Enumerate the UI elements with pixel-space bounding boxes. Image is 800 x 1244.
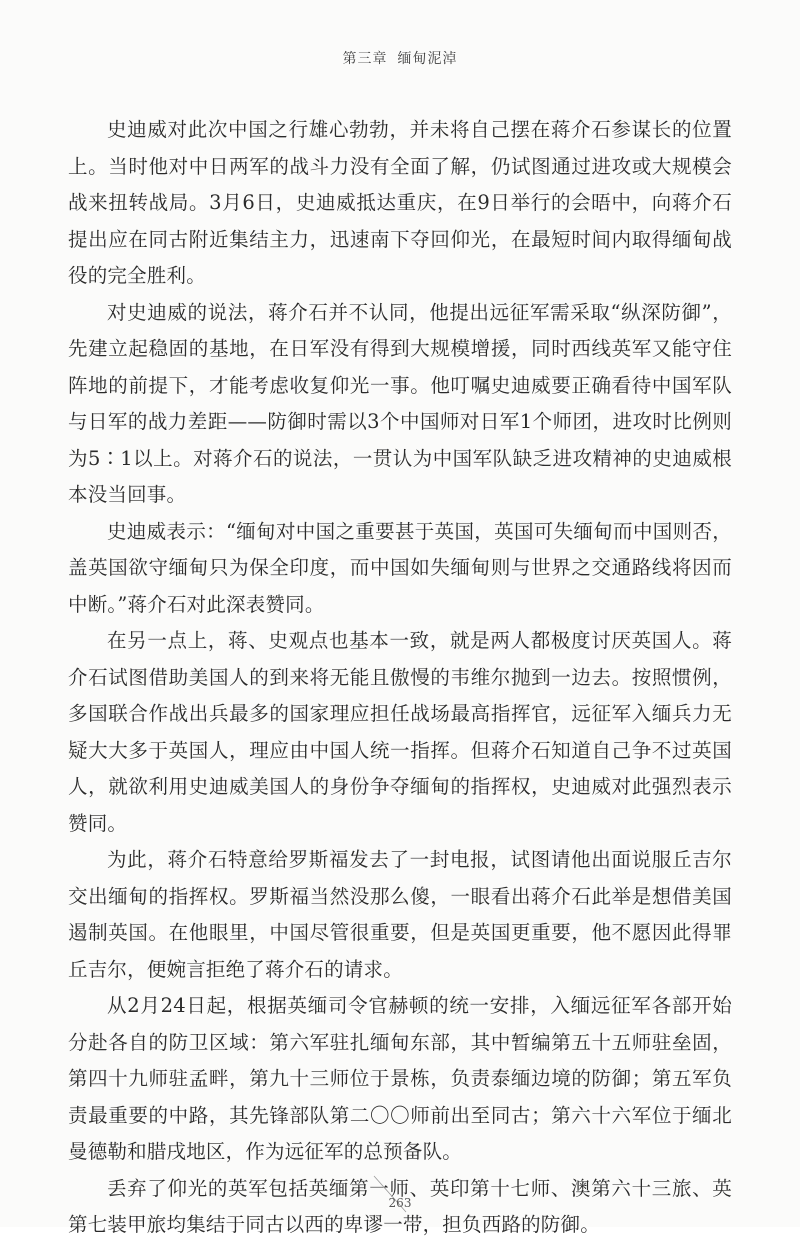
paragraph-1: 史迪威对此次中国之行雄心勃勃，并未将自己摆在蒋介石参谋长的位置上。当时他对中日两军的战斗力没有全面了解，仍试图通过进攻或大规模会战来扭转战局。3月6日，史迪威抵达重庆，在9日举行的会晤中，向蒋介石提出应在同古附近集结主力，迅速南下夺回仰光，在最短时间内取得缅甸战役的完全胜利。 xyxy=(68,118,732,287)
paragraph-7: 丢弃了仰光的英军包括英缅第一师、英印第十七师、澳第六十三旅、英第七装甲旅均集结于同古以西的卑谬一带，担负西路的防御。 xyxy=(68,1176,732,1236)
page-number: 263 xyxy=(388,1196,412,1210)
paragraph-3: 史迪威表示：“缅甸对中国之重要甚于英国，英国可失缅甸而中国则否，盖英国欲守缅甸只为保全印度，而中国如失缅甸则与世界之交通路线将因而中断。”蒋介石对此深表赞同。 xyxy=(68,519,732,616)
chapter-title: 缅甸泥淖 xyxy=(397,51,458,67)
running-head xyxy=(0,48,800,68)
paragraph-4: 在另一点上，蒋、史观点也基本一致，就是两人都极度讨厌英国人。蒋介石试图借助美国人的到来将无能且傲慢的韦维尔抛到一边去。按照惯例，多国联合作战出兵最多的国家理应担任战场最高指挥官，远征军入缅兵力无疑大大多于英国人，理应由中国人统一指挥。但蒋介石知道自己争不过英国人，就欲利用史迪威美国人的身份争夺缅甸的指挥权，史迪威对此强烈表示赞同。 xyxy=(68,629,732,835)
paragraph-6: 从2月24日起，根据英缅司令官赫顿的统一安排，入缅远征军各部开始分赴各自的防卫区域：第六军驻扎缅甸东部，其中暂编第五十五师驻垒固，第四十九师驻孟畔，第九十三师位于景栋，负责泰缅边境的防御；第五军负责最重要的中路，其先锋部队第二〇〇师前出至同古；第六十六军位于缅北曼德勒和腊戌地区，作为远征军的总预备队。 xyxy=(68,994,732,1163)
paragraph-5: 为此，蒋介石特意给罗斯福发去了一封电报，试图请他出面说服丘吉尔交出缅甸的指挥权。罗斯福当然没那么傻，一眼看出蒋介石此举是想借美国遏制英国。在他眼里，中国尽管很重要，但是英国更重要，他不愿因此得罪丘吉尔，便婉言拒绝了蒋介石的请求。 xyxy=(68,848,732,981)
body-text xyxy=(68,112,732,1244)
paragraph-2: 对史迪威的说法，蒋介石并不认同，他提出远征军需采取“纵深防御”，先建立起稳固的基地，在日军没有得到大规模增援，同时西线英军又能守住阵地的前提下，才能考虑收复仰光一事。他叮嘱史迪威要正确看待中国军队与日军的战力差距——防御时需以3个中国师对日军1个师团，进攻时比例则为5∶1以上。对蒋介石的说法，一贯认为中国军队缺乏进攻精神的史迪威根本没当回事。 xyxy=(68,300,732,506)
chapter-number: 第三章 xyxy=(342,51,388,67)
